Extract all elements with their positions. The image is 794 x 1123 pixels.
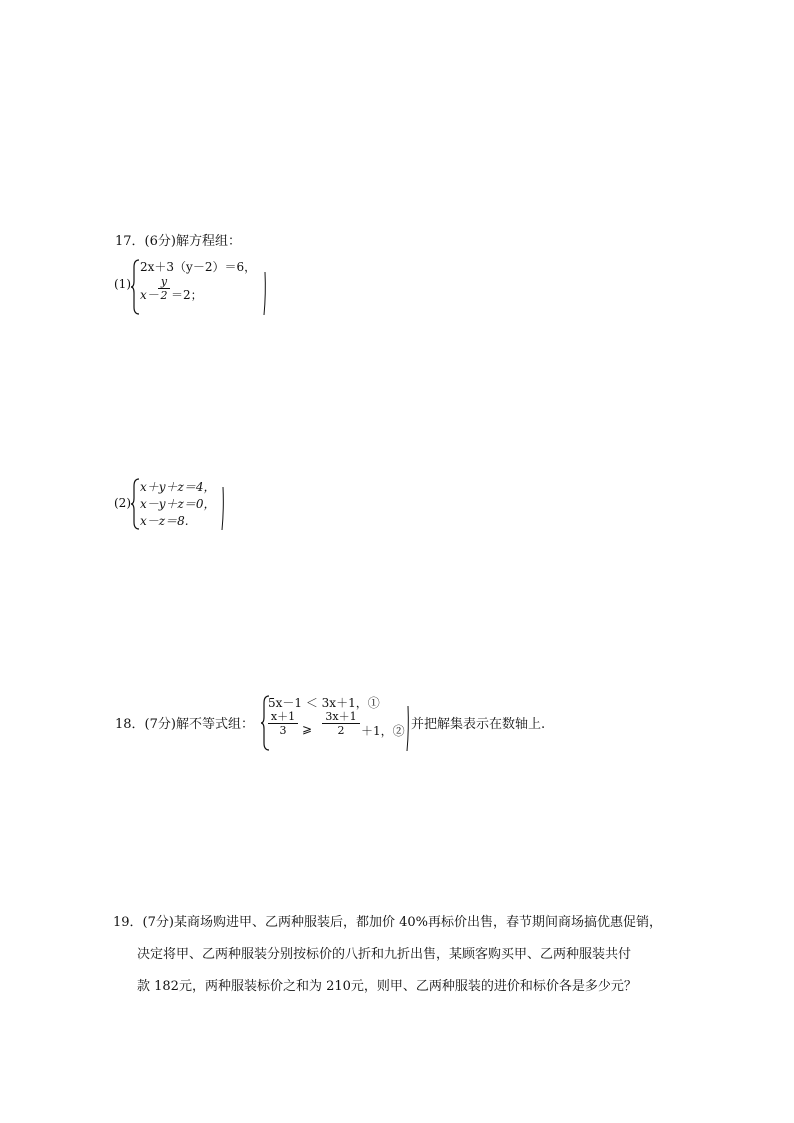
q19-line2: 决定将甲、乙两种服装分别按标价的八折和九折出售，某顾客购买甲、乙两种服装共付 [137,947,632,962]
q17-part2-eq1: x＋y＋z＝4， [140,480,216,494]
q17-part2-label: (2) [114,496,131,510]
fraction-denominator: 2 [337,724,345,737]
right-bracket-line [221,487,225,531]
q17-part1-label: (1) [114,277,131,291]
fraction-denominator: 2 [160,289,168,302]
fraction-denominator: 3 [279,724,287,737]
q18-header: 18．(7分)解不等式组： [115,717,254,732]
q17-part2-eq2: x－y＋z＝0， [140,497,216,511]
q19-line1: 19．(7分)某商场购进甲、乙两种服装后，都加价 40%再标价出售，春节期间商场搞优惠促销， [113,915,662,930]
q17-part1-eq2-tail: ＝2； [171,288,203,302]
q18-suffix: 并把解集表示在数轴上. [411,717,546,732]
q17-header: 17．(6分)解方程组： [115,234,241,249]
q18-fraction1 [268,711,298,736]
right-bracket-line [406,706,410,752]
q19-line3: 款 182元，两种服装标价之和为 210元，则甲、乙两种服装的进价和标价各是多少元？ [137,979,637,994]
right-bracket-line [263,272,267,316]
q18-inequality2-tail: ＋1，② [361,724,405,738]
q17-part1-eq1: 2x＋3（y－2）＝6， [140,260,257,274]
fraction-numerator: x＋1 [270,710,296,723]
q17-part1-eq2-lead: x－ [140,288,159,302]
fraction-numerator: 3x＋1 [325,710,357,723]
q18-fraction2 [322,711,360,736]
q18-inequality1: 5x－1 ＜ 3x＋1，① [268,696,380,710]
q18-relation-symbol: ⩾ [302,722,313,736]
q17-part2-eq3: x－z＝8. [140,514,189,528]
q17-part1-fraction [158,276,170,301]
fraction-numerator: y [160,275,168,288]
